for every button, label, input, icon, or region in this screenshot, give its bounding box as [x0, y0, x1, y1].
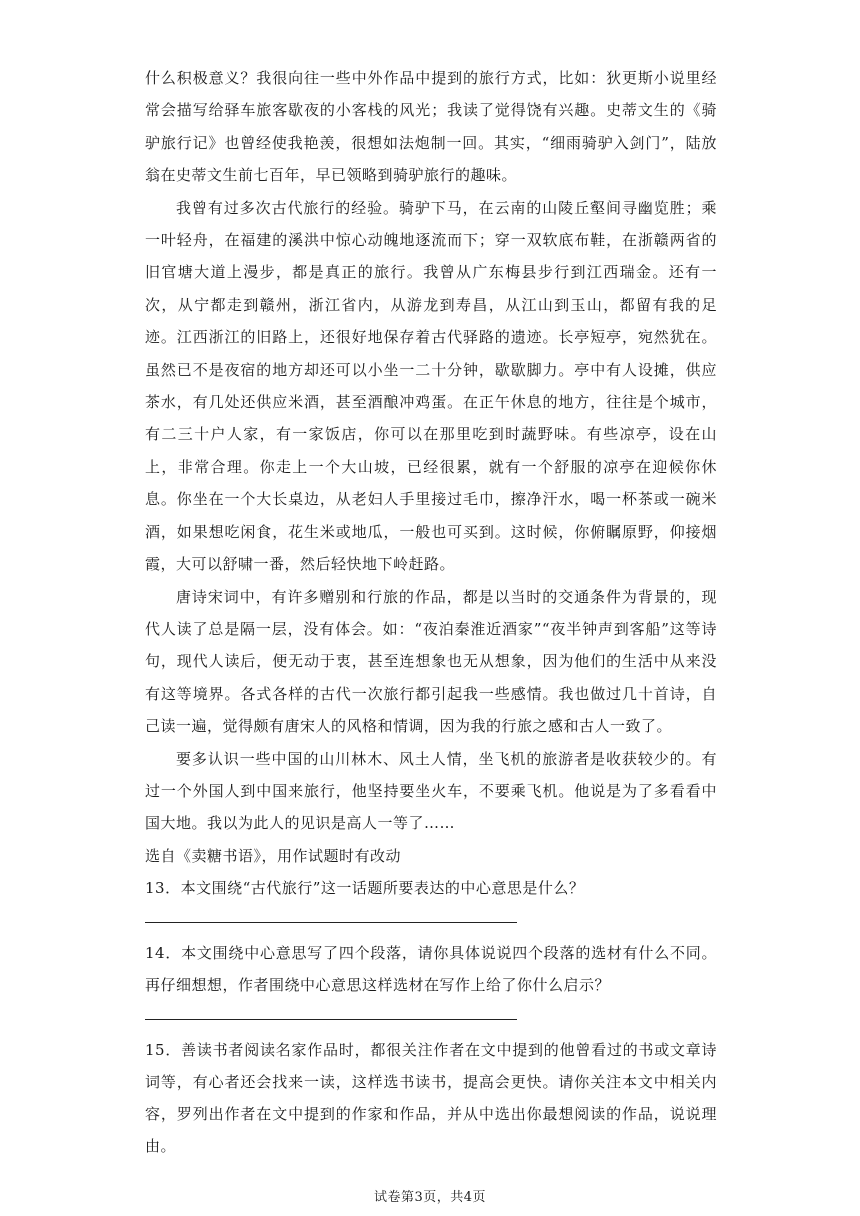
article-paragraph-1: 什么积极意义？我很向往一些中外作品中提到的旅行方式，比如：狄更斯小说里经常会描写给驿车旅客歇夜的小客栈的风光；我读了觉得饶有兴趣。史蒂文生的《骑驴旅行记》也曾经使我艳羡，很想如法炮制一回。其实，“细雨骑驴入剑门”，陆放翁在史蒂文生前七百年，早已领略到骑驴旅行的趣味。: [145, 69, 717, 185]
article-paragraph-3: 唐诗宋词中，有许多赠别和行旅的作品，都是以当时的交通条件为背景的，现代人读了总是隔一层，没有体会。如：“夜泊秦淮近酒家”“夜半钟声到客船”这等诗句，现代人读后，便无动于衷，甚至连想象也无从想象，因为他们的生活中从来没有这等境界。各式各样的古代一次旅行都引起我一些感情。我也做过几十首诗，自己读一遍，觉得颇有唐宋人的风格和情调，因为我的行旅之感和古人一致了。: [145, 587, 717, 736]
article-paragraph-4: 要多认识一些中国的山川林木、风土人情，坐飞机的旅游者是收获较少的。有过一个外国人到中国来旅行，他坚持要坐火车，不要乘飞机。他说是为了多看看中国大地。我以为此人的见识是高人一等了……: [145, 749, 717, 833]
article-paragraph-2: 我曾有过多次古代旅行的经验。骑驴下马，在云南的山陵丘壑间寻幽览胜；乘一叶轻舟，在福建的溪洪中惊心动魄地逐流而下；穿一双软底布鞋，在浙赣两省的旧官塘大道上漫步，都是真正的旅行。我曾从广东梅县步行到江西瑞金。还有一次，从宁都走到赣州，浙江省内，从游龙到寿昌，从江山到玉山，都留有我的足迹。江西浙江的旧路上，还很好地保存着古代驿路的遗迹。长亭短亭，宛然犹在。虽然已不是夜宿的地方却还可以小坐一二十分钟，歇歇脚力。亭中有人设摊，供应茶水，有几处还供应米酒，甚至酒酿冲鸡蛋。在正午休息的地方，往往是个城市，有二三十户人家，有一家饭店，你可以在那里吃到时蔬野味。有些凉亭，设在山上，非常合理。你走上一个大山坡，已经很累，就有一个舒服的凉亭在迎候你休息。你坐在一个大长桌边，从老妇人手里接过毛巾，擦净汗水，喝一杯茶或一碗米酒，如果想吃闲食，花生米或地瓜，一般也可买到。这时候，你俯瞩原野，仰接烟霞，大可以舒啸一番，然后轻快地下岭赶路。: [145, 198, 717, 574]
answer-line-13[interactable]: [145, 922, 517, 923]
answer-line-14[interactable]: [145, 1019, 517, 1020]
question-13: 13．本文围绕“古代旅行”这一话题所要表达的中心意思是什么？: [145, 879, 585, 898]
article-source: 选自《卖糖书语》，用作试题时有改动: [145, 846, 402, 865]
exam-page-body: [145, 62, 717, 1162]
question-15: 15．善读书者阅读名家作品时，都很关注作者在文中提到的他曾看过的书或文章诗词等，有心者还会找来一读，这样选书读书，提高会更快。请你关注本文中相关内容，罗列出作者在文中提到的作家和作品，并从中选出你最想阅读的作品，说说理由。: [145, 1041, 717, 1156]
page-footer: 试卷第3页，共4页: [373, 1190, 487, 1205]
question-14: 14．本文围绕中心意思写了四个段落，请你具体说说四个段落的选材有什么不同。再仔细想想，作者围绕中心意思这样选材在写作上给了你什么启示？: [145, 944, 717, 995]
